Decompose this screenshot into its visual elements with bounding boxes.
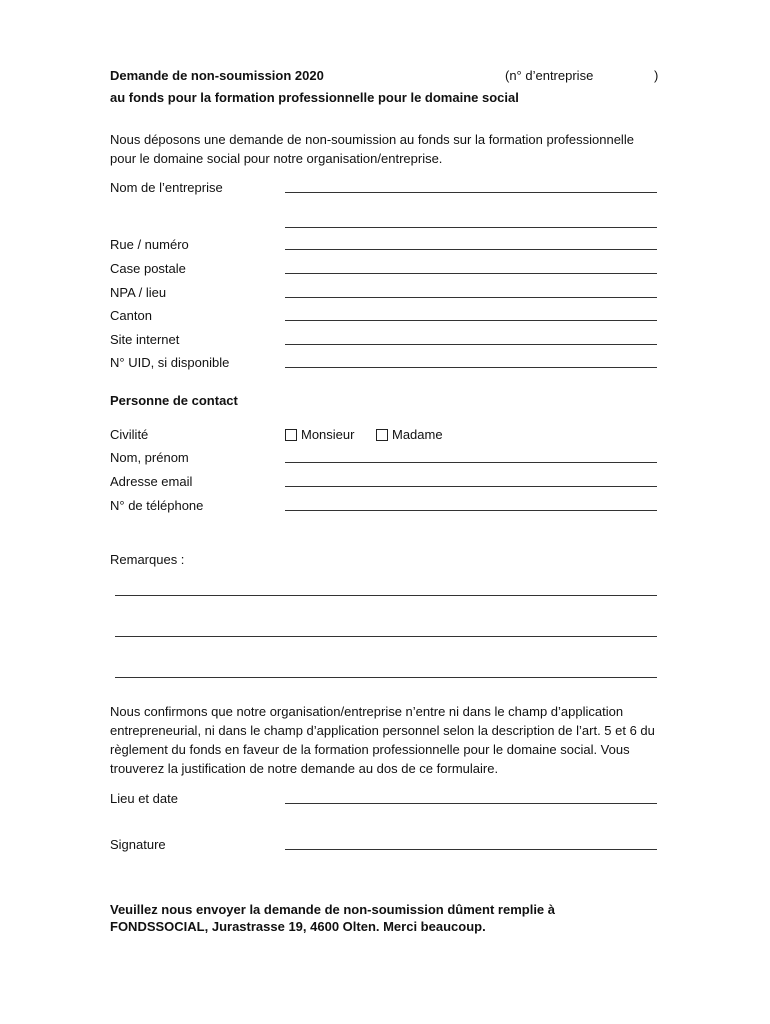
website-line[interactable] [285,344,657,345]
label-phone: N° de téléphone [110,498,204,513]
zip-city-line[interactable] [285,297,657,298]
label-zip-city: NPA / lieu [110,285,167,300]
label-canton: Canton [110,308,152,323]
option-madame[interactable] [376,427,443,443]
po-box-line[interactable] [285,273,657,274]
option-madame-label: Madame [392,427,443,442]
footer-line-2: FONDSSOCIAL, Jurastrasse 19, 4600 Olten. Merci beaucoup. [110,919,486,934]
place-date-line[interactable] [285,803,657,804]
label-contact-name: Nom, prénom [110,450,189,465]
company-number-label: (n° d’entreprise [505,68,594,83]
phone-line[interactable] [285,510,657,511]
label-street: Rue / numéro [110,237,189,252]
confirmation-paragraph: Nous confirmons que notre organisation/entreprise n’entre ni dans le champ d’application entrepreneurial, ni dans le champ d’application personnel selon la description de l’art. 5 et 6 du règlement du fonds en faveur de la formation professionnelle pour le domaine social. Vous trouverez la justification de notre demande au dos de ce formulaire. [110,704,655,776]
uid-line[interactable] [285,367,657,368]
checkbox-monsieur[interactable] [285,429,297,441]
label-uid: N° UID, si disponible [110,355,230,370]
form-subtitle: au fonds pour la formation professionnelle pour le domaine social [110,90,519,105]
intro-paragraph: Nous déposons une demande de non-soumission au fonds sur la formation professionnelle pour le domaine social pour notre organisation/entreprise. [110,132,634,166]
footer-line-1: Veuillez nous envoyer la demande de non-soumission dûment remplie à [110,902,555,917]
label-po-box: Case postale [110,261,186,276]
company-number-close: ) [654,68,659,83]
label-signature: Signature [110,837,166,852]
form-title: Demande de non-soumission 2020 [110,68,324,83]
company-name-line-2[interactable] [285,227,657,228]
remarks-line-3[interactable] [115,677,657,678]
canton-line[interactable] [285,320,657,321]
signature-line[interactable] [285,849,657,850]
remarks-line-1[interactable] [115,595,657,596]
email-line[interactable] [285,486,657,487]
contact-heading: Personne de contact [110,393,238,408]
company-name-line-1[interactable] [285,192,657,193]
label-website: Site internet [110,332,180,347]
remarks-line-2[interactable] [115,636,657,637]
label-email: Adresse email [110,474,193,489]
label-company-name: Nom de l’entreprise [110,180,223,195]
label-remarks: Remarques : [110,552,185,567]
option-monsieur-label: Monsieur [301,427,355,442]
option-monsieur[interactable] [285,427,354,443]
label-civility: Civilité [110,427,149,442]
street-line[interactable] [285,249,657,250]
checkbox-madame[interactable] [376,429,388,441]
label-place-date: Lieu et date [110,791,178,806]
contact-name-line[interactable] [285,462,657,463]
